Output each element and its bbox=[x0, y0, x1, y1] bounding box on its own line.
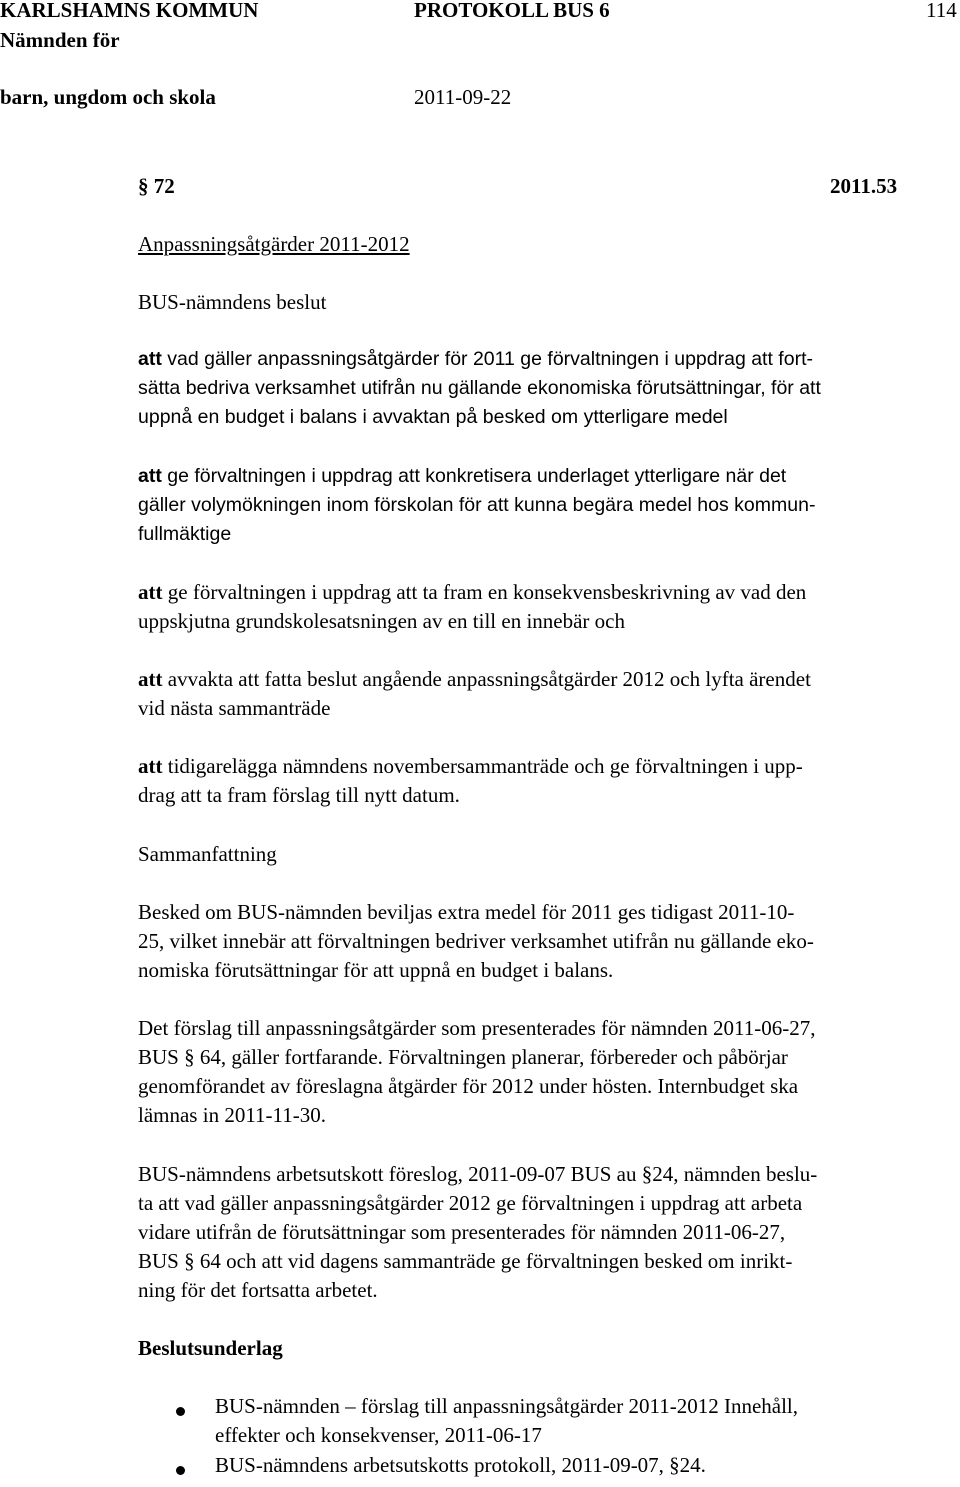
decision-heading: BUS-nämndens beslut bbox=[138, 290, 327, 314]
decision-keyword: att bbox=[138, 348, 162, 370]
decision-text: gäller volymökningen inom förskolan för att kunna begära medel hos kommun- bbox=[138, 494, 816, 516]
list-item-line: BUS-nämnden – förslag till anpassningsåtgärder 2011-2012 Innehåll, bbox=[215, 1394, 799, 1418]
case-title: Anpassningsåtgärder 2011-2012 bbox=[138, 232, 410, 256]
summary-heading: Sammanfattning bbox=[138, 842, 277, 866]
paragraph-line: Det förslag till anpassningsåtgärder som presenterades för nämnden 2011-06-27, bbox=[138, 1016, 816, 1040]
bullet-icon bbox=[176, 1407, 185, 1416]
list-item-line: BUS-nämndens arbetsutskotts protokoll, 2011-09-07, §24. bbox=[215, 1453, 706, 1477]
summary-paragraph bbox=[138, 1160, 958, 1305]
decision-item bbox=[138, 752, 958, 810]
decision-item bbox=[138, 462, 958, 549]
decision-text: ge förvaltningen i uppdrag att konkretisera underlaget ytterligare när det bbox=[161, 465, 787, 487]
paragraph-line: 25, vilket innebär att förvaltningen bedriver verksamhet utifrån nu gällande eko- bbox=[138, 929, 814, 953]
paragraph-line: BUS § 64 och att vid dagens sammanträde ge förvaltningen besked om inrikt- bbox=[138, 1249, 793, 1273]
decision-text: ge förvaltningen i uppdrag att ta fram en konsekvensbeskrivning av vad den bbox=[162, 580, 807, 604]
case-number: 2011.53 bbox=[830, 174, 898, 198]
paragraph-number: § 72 bbox=[138, 174, 175, 198]
decision-item bbox=[138, 578, 958, 636]
summary-paragraph bbox=[138, 898, 958, 985]
decision-text: avvakta att fatta beslut angående anpassningsåtgärder 2012 och lyfta ärendet bbox=[162, 667, 811, 691]
paragraph-line: genomförandet av föreslagna åtgärder för 2012 under hösten. Internbudget ska bbox=[138, 1074, 799, 1098]
basis-list-item bbox=[215, 1451, 955, 1480]
decision-item bbox=[138, 665, 958, 723]
decision-keyword: att bbox=[138, 580, 163, 604]
basis-list-item bbox=[215, 1392, 955, 1450]
header-committee-line2: barn, ungdom och skola bbox=[0, 85, 216, 109]
paragraph-line: nomiska förutsättningar för att uppnå en budget i balans. bbox=[138, 958, 614, 982]
decision-text: drag att ta fram förslag till nytt datum. bbox=[138, 783, 460, 807]
decision-text: uppnå en budget i balans i avvaktan på besked om ytterligare medel bbox=[138, 406, 728, 428]
header-page-number: 114 bbox=[926, 0, 957, 22]
decision-text: vid nästa sammanträde bbox=[138, 696, 331, 720]
basis-heading: Beslutsunderlag bbox=[138, 1336, 283, 1360]
paragraph-line: BUS-nämndens arbetsutskott föreslog, 2011-09-07 BUS au §24, nämnden beslu- bbox=[138, 1162, 818, 1186]
decision-item bbox=[138, 345, 958, 432]
decision-keyword: att bbox=[138, 667, 163, 691]
bullet-icon bbox=[176, 1466, 185, 1475]
paragraph-line: lämnas in 2011-11-30. bbox=[138, 1103, 326, 1127]
list-item-line: effekter och konsekvenser, 2011-06-17 bbox=[215, 1423, 542, 1447]
header-committee-line1: Nämnden för bbox=[0, 28, 120, 52]
decision-keyword: att bbox=[138, 465, 162, 487]
paragraph-line: ning för det fortsatta arbetet. bbox=[138, 1278, 378, 1302]
decision-text: sätta bedriva verksamhet utifrån nu gällande ekonomiska förutsättningar, för att bbox=[138, 377, 821, 399]
decision-text: uppskjutna grundskolesatsningen av en till en innebär och bbox=[138, 609, 625, 633]
paragraph-line: Besked om BUS-nämnden beviljas extra medel för 2011 ges tidigast 2011-10- bbox=[138, 900, 795, 924]
decision-text: tidigarelägga nämndens novembersammanträde och ge förvaltningen i upp- bbox=[162, 754, 803, 778]
header-date: 2011-09-22 bbox=[414, 85, 512, 109]
decision-keyword: att bbox=[138, 754, 163, 778]
paragraph-line: vidare utifrån de förutsättningar som presenterades för nämnden 2011-06-27, bbox=[138, 1220, 786, 1244]
header-document-title: PROTOKOLL BUS 6 bbox=[414, 0, 610, 22]
header-organization: KARLSHAMNS KOMMUN bbox=[0, 0, 259, 22]
paragraph-line: ta att vad gäller anpassningsåtgärder 2012 ge förvaltningen i uppdrag att arbeta bbox=[138, 1191, 803, 1215]
paragraph-line: BUS § 64, gäller fortfarande. Förvaltningen planerar, förbereder och påbörjar bbox=[138, 1045, 788, 1069]
summary-paragraph bbox=[138, 1014, 958, 1130]
decision-text: vad gäller anpassningsåtgärder för 2011 ge förvaltningen i uppdrag att fort- bbox=[161, 348, 813, 370]
decision-text: fullmäktige bbox=[138, 523, 232, 545]
